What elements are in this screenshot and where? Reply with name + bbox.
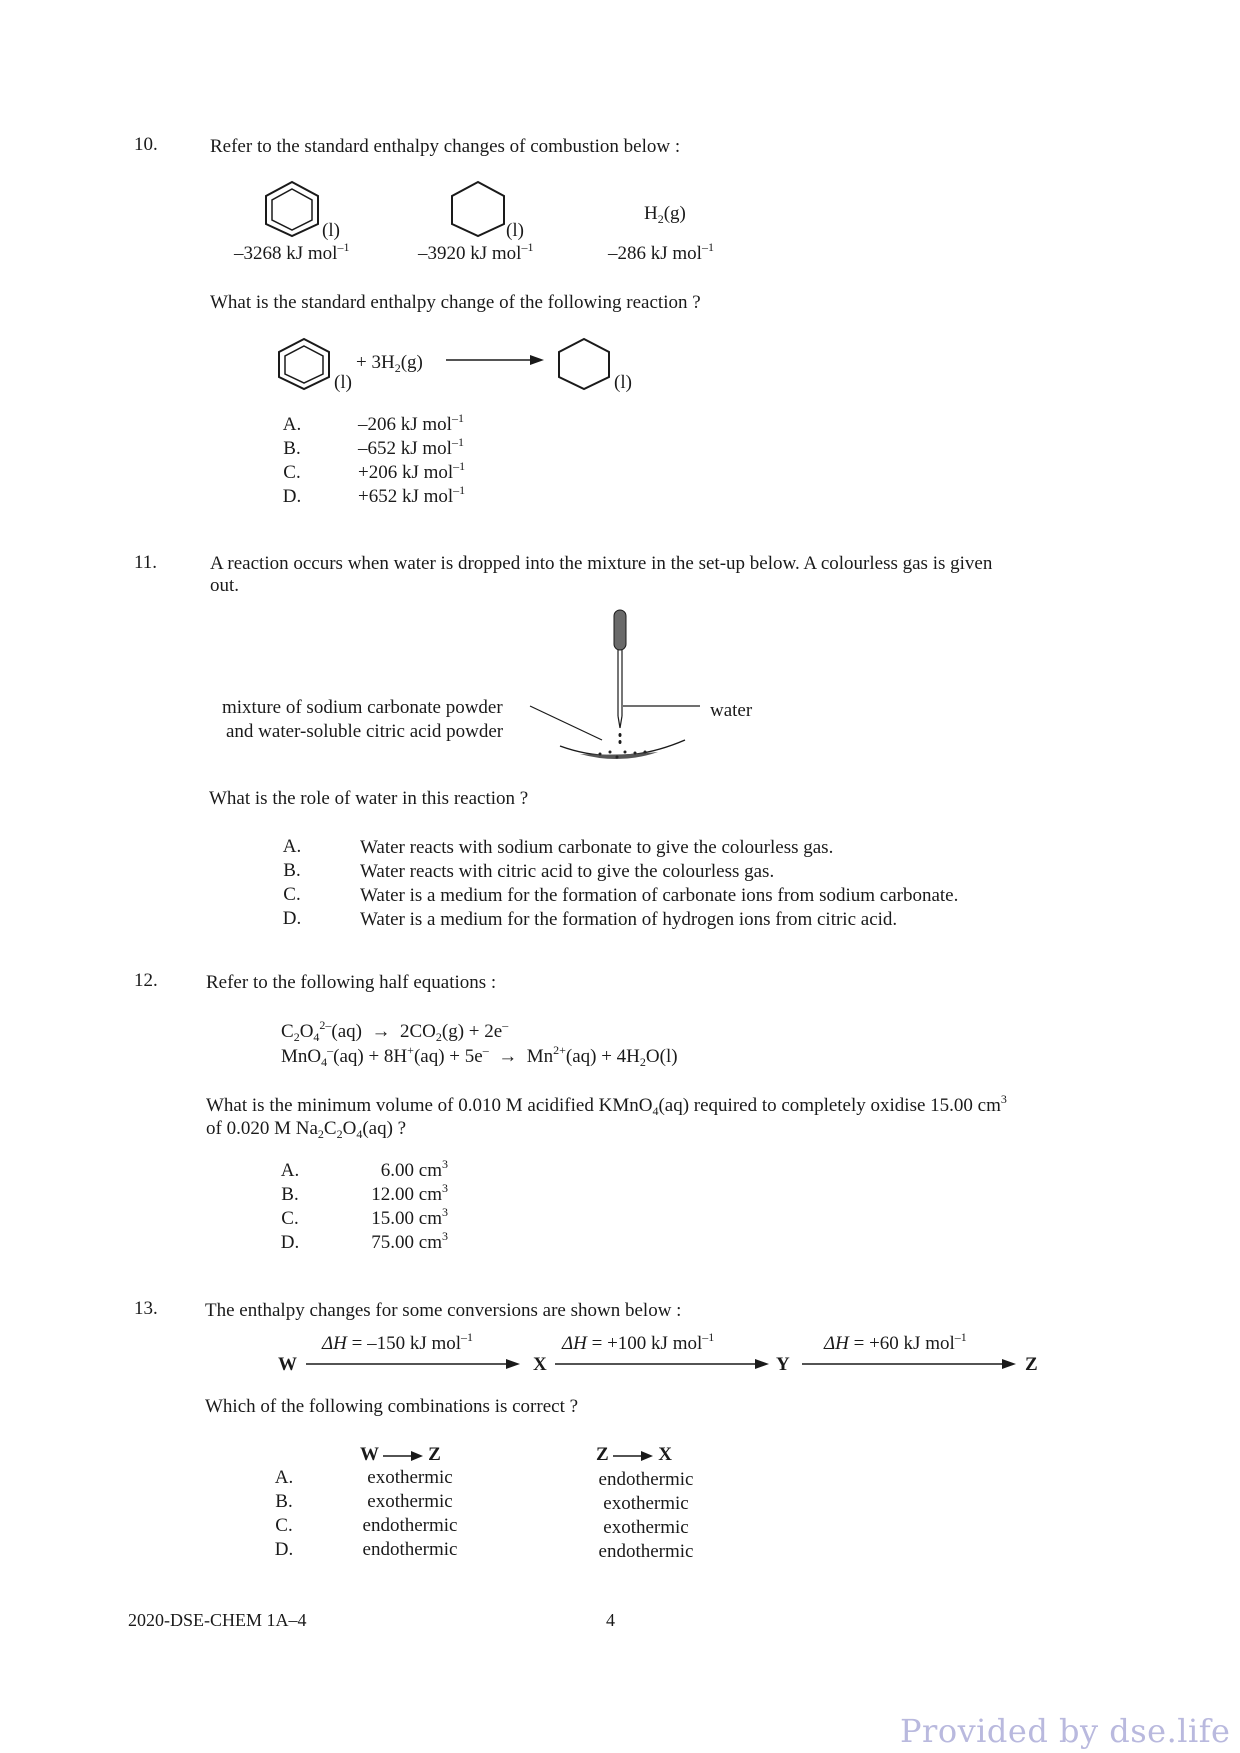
half-equation-permanganate: $MnO_4^-(aq) + 8H^+(aq) + 5e^- \to Mn^{2+}(aq) + 4H_2O(l)$ (281, 1043, 678, 1069)
q13-option-b-letter[interactable]: B. (275, 1491, 293, 1512)
col1-to: Z (428, 1444, 441, 1465)
product-cyclohexane-icon (556, 337, 612, 389)
reactant-benzene-icon (276, 337, 332, 389)
q12-q1b: (aq) required to completely oxidise 15.00 cm (658, 1095, 1001, 1116)
q10-option-b-value: –652 kJ mol (358, 438, 452, 459)
step3-arrow-icon (802, 1357, 1018, 1371)
q10-option-b-letter[interactable]: B. (283, 438, 301, 459)
benzene-dhc (234, 240, 350, 265)
col2-from: Z (596, 1444, 609, 1465)
species-y: Y (776, 1354, 790, 1375)
h2-tail: (g) (663, 203, 686, 224)
benzene-state: (l) (322, 220, 340, 241)
h2-main: H (644, 203, 658, 224)
q10-option-d-value: +652 kJ mol (358, 486, 454, 507)
q13-option-a-letter[interactable]: A. (274, 1467, 294, 1488)
label-water: water (710, 700, 753, 721)
col1-from: W (360, 1444, 379, 1465)
q12-q2b: C (323, 1118, 337, 1139)
q12-option-a-value: 6.00 cm (380, 1160, 442, 1181)
q11-option-a-letter[interactable]: A. (282, 836, 302, 857)
step3-dh-symbol: ΔH (824, 1333, 849, 1354)
q12-stem: Refer to the following half equations : (206, 972, 497, 993)
q12-option-d[interactable] (352, 1229, 448, 1254)
q13-option-d-col2[interactable]: endothermic (598, 1541, 694, 1562)
q10-number: 10. (134, 134, 158, 155)
q12-option-d-value: 75.00 cm (371, 1232, 442, 1253)
mixture-pointer-line (528, 704, 608, 744)
q10-option-b-exp: –1 (451, 435, 464, 449)
q12-option-b-value: 12.00 cm (371, 1184, 442, 1205)
q13-question: Which of the following combinations is correct ? (205, 1396, 579, 1417)
q13-option-c-col1[interactable]: endothermic (362, 1515, 458, 1536)
q12-q1-exp: 3 (1000, 1092, 1007, 1106)
q12-option-c-value: 15.00 cm (371, 1208, 442, 1229)
reactant-hydrogen (356, 352, 423, 374)
step3-dh-value: = +60 kJ mol (848, 1333, 955, 1354)
q11-option-b-letter[interactable]: B. (283, 860, 301, 881)
species-x: X (533, 1354, 547, 1375)
hydrogen-dhc-value: –286 kJ mol (608, 243, 702, 264)
q12-option-a-exp: 3 (442, 1157, 448, 1171)
q10-option-a-value: –206 kJ mol (358, 414, 452, 435)
q13-option-c-col2[interactable]: exothermic (603, 1517, 689, 1538)
q11-option-c-letter[interactable]: C. (283, 884, 301, 905)
q12-option-b-letter[interactable]: B. (281, 1184, 299, 1205)
q11-stem-line1: A reaction occurs when water is dropped into the mixture in the set-up below. A colourless gas is given (210, 553, 993, 574)
q11-question: What is the role of water in this reaction ? (209, 788, 529, 809)
q11-option-b[interactable]: Water reacts with citric acid to give the colourless gas. (360, 861, 775, 882)
q10-option-b[interactable] (358, 435, 464, 460)
q12-number: 12. (134, 970, 158, 991)
cyclohexane-structure-icon (448, 180, 508, 236)
q13-option-d-letter[interactable]: D. (274, 1539, 294, 1560)
q13-option-a-col2[interactable]: endothermic (598, 1469, 694, 1490)
q12-option-d-letter[interactable]: D. (280, 1232, 300, 1253)
q12-q1a: What is the minimum volume of 0.010 M acidified KMnO (206, 1095, 653, 1116)
q12-q2a: of 0.020 M Na (206, 1118, 318, 1139)
q12-option-c-letter[interactable]: C. (281, 1208, 299, 1229)
q13-option-c-letter[interactable]: C. (275, 1515, 293, 1536)
col2-arrow-icon (613, 1450, 653, 1462)
benzene-dhc-value: –3268 kJ mol (234, 243, 338, 264)
q10-option-a-exp: –1 (451, 411, 464, 425)
q13-option-b-col1[interactable]: exothermic (367, 1491, 453, 1512)
q11-option-d[interactable]: Water is a medium for the formation of hydrogen ions from citric acid. (360, 909, 898, 930)
q10-option-d-exp: –1 (453, 483, 466, 497)
q10-question: What is the standard enthalpy change of the following reaction ? (210, 292, 701, 313)
q10-option-c[interactable] (358, 459, 466, 484)
q10-option-d-letter[interactable]: D. (282, 486, 302, 507)
half-equation-oxalate: $C_2O_4^{2-}(aq) \to 2CO_2(g) + 2e^-$ (281, 1018, 509, 1044)
hydrogen-dhc-exp: –1 (701, 240, 714, 254)
q10-option-c-letter[interactable]: C. (283, 462, 301, 483)
step1-dh (322, 1330, 474, 1355)
dropper-apparatus-diagram (540, 608, 760, 778)
q12-q2-sub3: 4 (356, 1127, 363, 1141)
species-z: Z (1025, 1354, 1038, 1375)
q11-stem-line2: out. (210, 575, 240, 596)
label-mixture-line2: and water-soluble citric acid powder (226, 721, 504, 742)
step3-dh-exp: –1 (954, 1330, 967, 1344)
step2-dh-exp: –1 (702, 1330, 715, 1344)
step2-arrow-icon (555, 1357, 771, 1371)
step2-dh (562, 1330, 715, 1355)
step3-dh (824, 1330, 967, 1355)
species-w: W (278, 1354, 297, 1375)
q10-option-c-exp: –1 (453, 459, 466, 473)
q11-option-c[interactable]: Water is a medium for the formation of carbonate ions from sodium carbonate. (360, 885, 959, 906)
product-cyclohexane-state: (l) (614, 372, 632, 393)
hydrogen-dhc (608, 240, 714, 265)
reactant-benzene-state: (l) (334, 372, 352, 393)
q12-option-c-exp: 3 (442, 1205, 448, 1219)
col2-to: X (658, 1444, 672, 1465)
q12-q2-sub2: 2 (336, 1127, 343, 1141)
q10-option-a-letter[interactable]: A. (282, 414, 302, 435)
footer-paper-code: 2020-DSE-CHEM 1A–4 (128, 1610, 307, 1630)
q11-option-a[interactable]: Water reacts with sodium carbonate to give the colourless gas. (360, 837, 834, 858)
benzene-dhc-exp: –1 (337, 240, 350, 254)
footer-page-number: 4 (606, 1610, 615, 1630)
q12-q2-sub1: 2 (317, 1127, 324, 1141)
q12-q2c: O (342, 1118, 357, 1139)
q11-option-d-letter[interactable]: D. (282, 908, 302, 929)
cyclohexane-state: (l) (506, 220, 524, 241)
col1-header (360, 1444, 441, 1466)
step1-dh-value: = –150 kJ mol (346, 1333, 462, 1354)
q12-option-a-letter[interactable]: A. (280, 1160, 300, 1181)
q13-number: 13. (134, 1298, 158, 1319)
q13-option-a-col1[interactable]: exothermic (367, 1467, 453, 1488)
step1-dh-exp: –1 (461, 1330, 474, 1344)
step1-dh-symbol: ΔH (322, 1333, 347, 1354)
benzene-structure-icon (262, 180, 322, 236)
q12-q1-sub: 4 (652, 1104, 659, 1118)
col2-header (596, 1444, 672, 1466)
q12-option-b[interactable] (352, 1181, 448, 1206)
q10-option-a[interactable] (358, 411, 464, 436)
step2-dh-value: = +100 kJ mol (586, 1333, 703, 1354)
q12-question-line2 (206, 1118, 406, 1140)
q10-option-c-value: +206 kJ mol (358, 462, 454, 483)
col1-arrow-icon (383, 1450, 423, 1462)
cyclohexane-dhc-exp: –1 (521, 240, 534, 254)
q13-option-d-col1[interactable]: endothermic (362, 1539, 458, 1560)
q13-option-b-col2[interactable]: exothermic (603, 1493, 689, 1514)
plus-h2-sub: 2 (394, 361, 401, 375)
q12-option-a[interactable] (362, 1157, 448, 1182)
plus-h2: + 3H (356, 352, 395, 373)
q13-stem: The enthalpy changes for some conversions are shown below : (205, 1300, 682, 1321)
plus-h2-state: (g) (400, 352, 423, 373)
cyclohexane-dhc (418, 240, 534, 265)
q10-option-d[interactable] (358, 483, 466, 508)
q11-number: 11. (134, 552, 158, 573)
hydrogen-formula (644, 203, 686, 225)
step1-arrow-icon (306, 1357, 522, 1371)
step2-dh-symbol: ΔH (562, 1333, 587, 1354)
reaction-arrow-icon (446, 352, 546, 368)
q10-stem: Refer to the standard enthalpy changes of combustion below : (210, 136, 681, 157)
h2-sub: 2 (657, 212, 664, 226)
q12-question-line1 (206, 1092, 1007, 1118)
cyclohexane-dhc-value: –3920 kJ mol (418, 243, 522, 264)
q12-q2d: (aq) ? (362, 1118, 407, 1139)
label-mixture-line1: mixture of sodium carbonate powder (222, 697, 503, 718)
q12-option-d-exp: 3 (442, 1229, 448, 1243)
q12-option-b-exp: 3 (442, 1181, 448, 1195)
q12-option-c[interactable] (352, 1205, 448, 1230)
watermark-provided-by[interactable]: Provided by dse.life (900, 1712, 1231, 1750)
